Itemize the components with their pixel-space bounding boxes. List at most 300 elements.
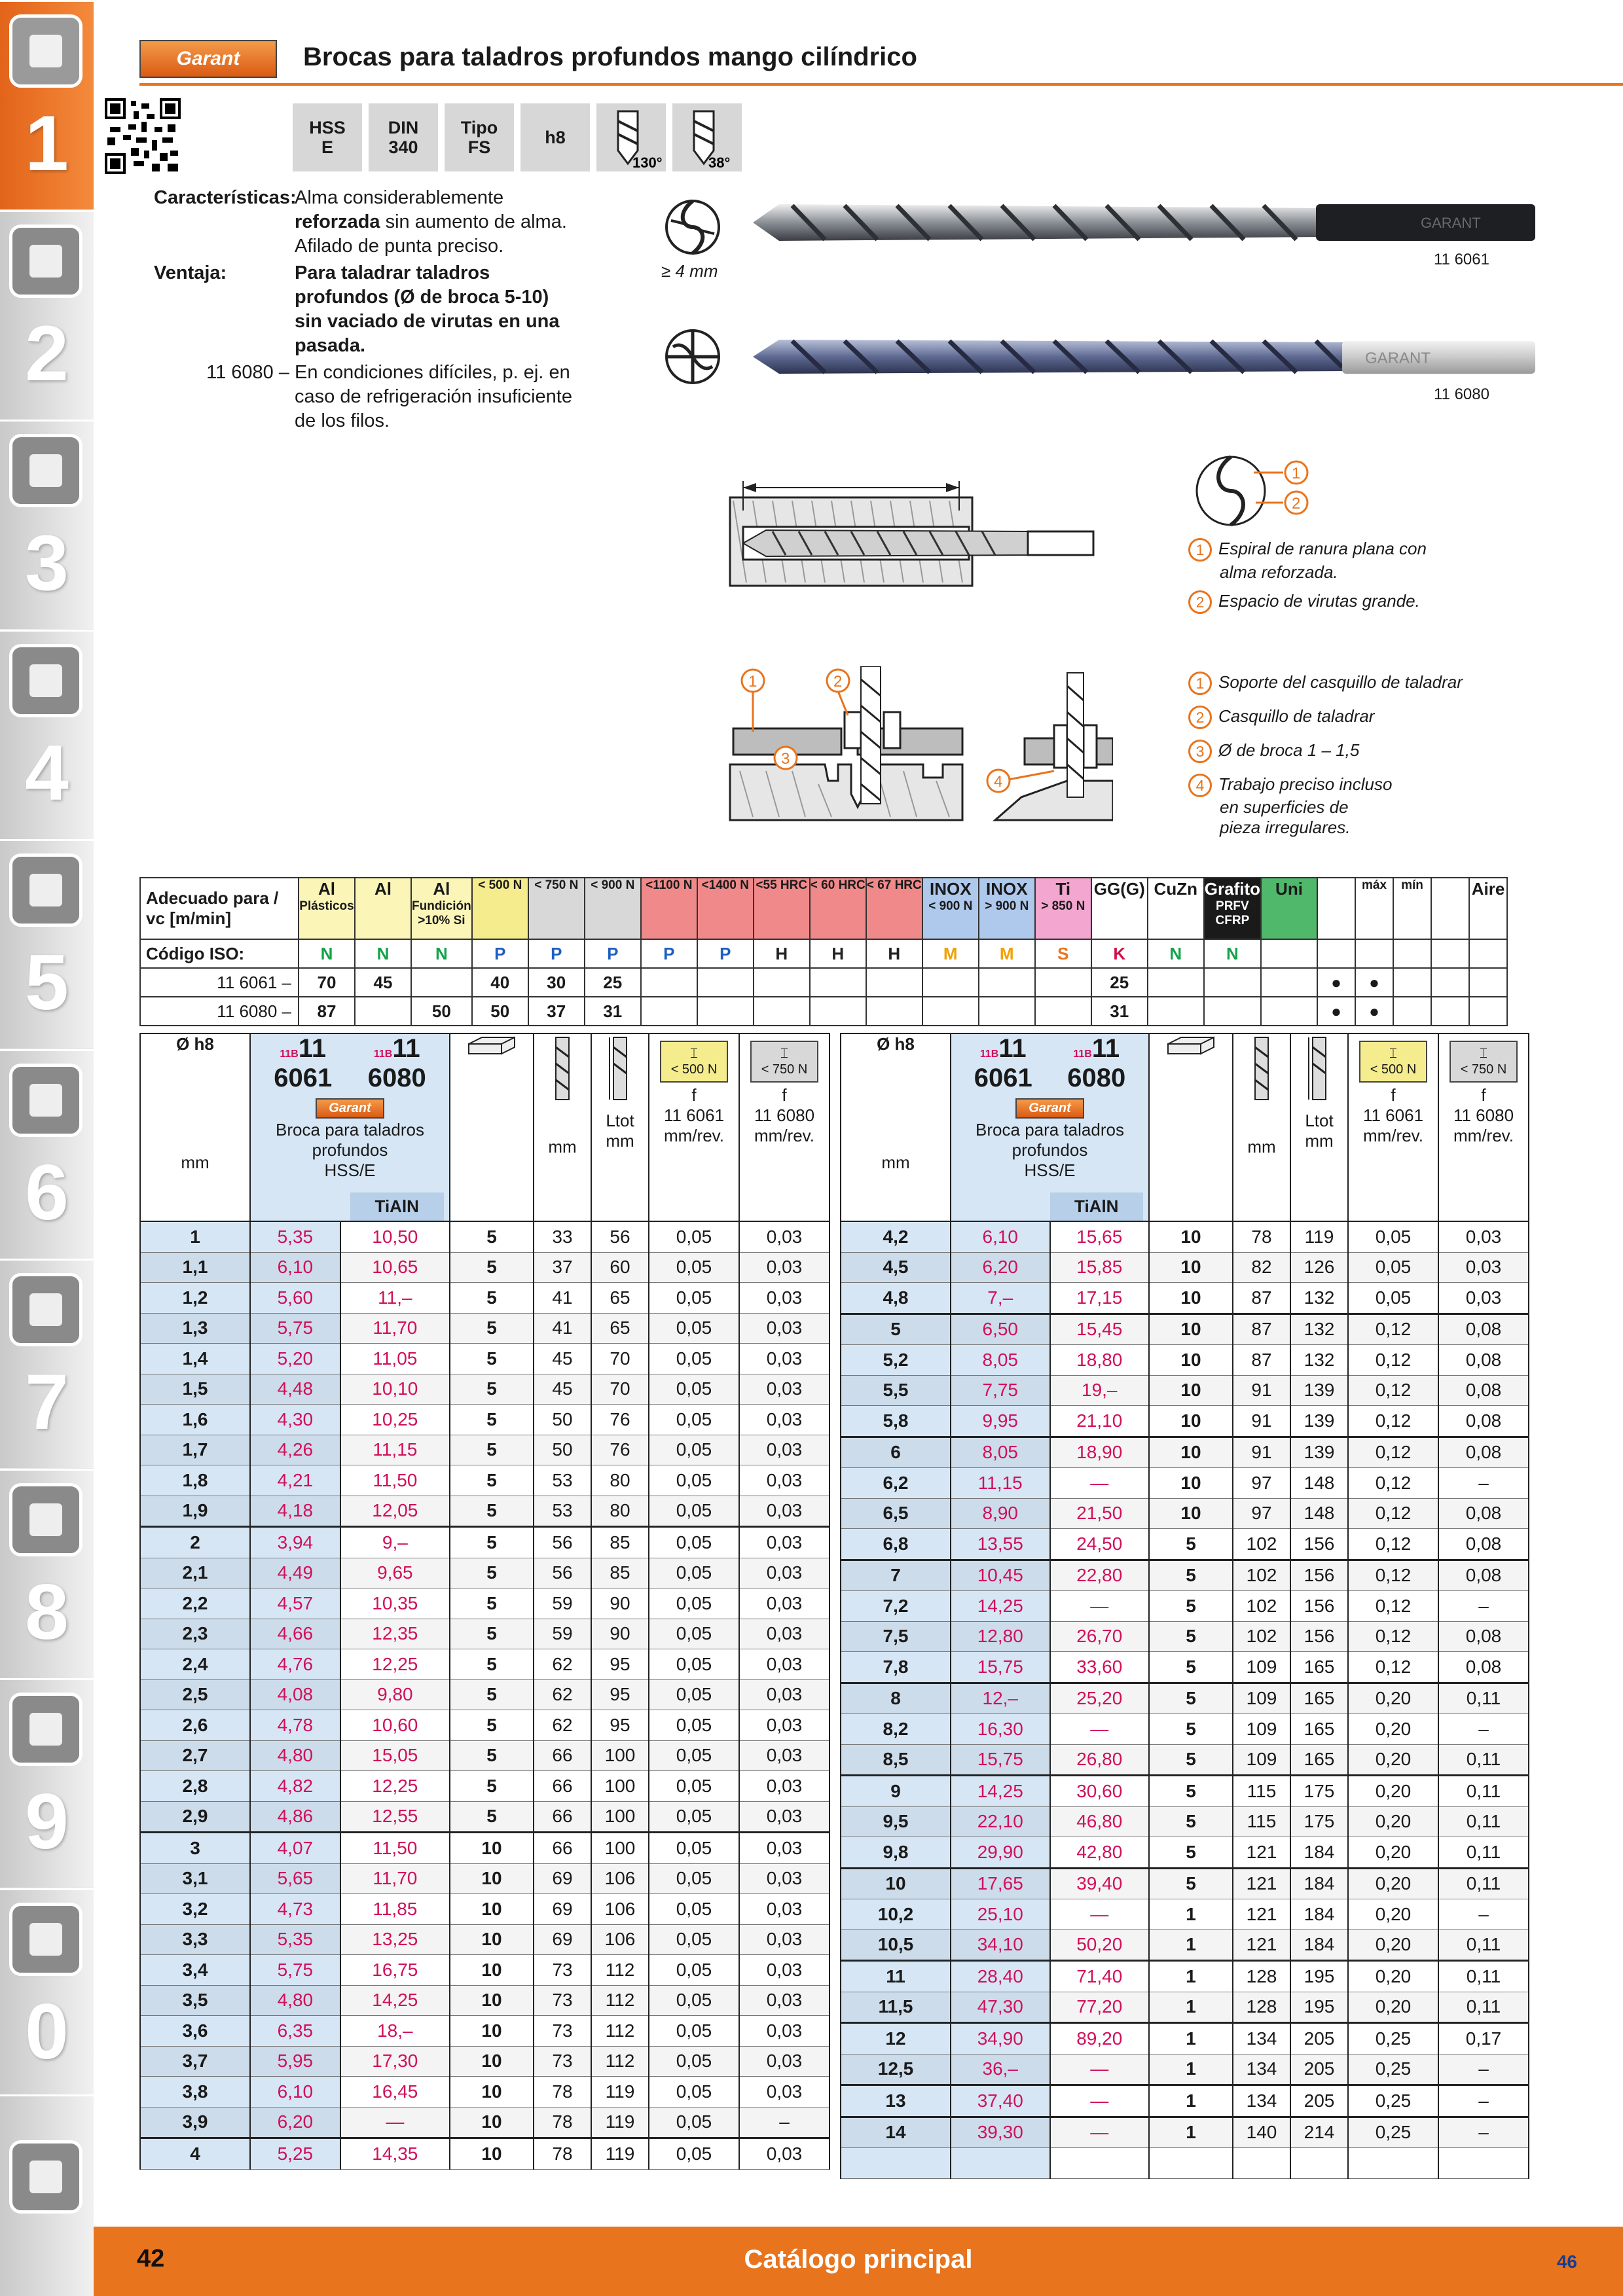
table-header-cell: Ø h8 mm	[841, 1033, 951, 1221]
table-cell: 6,20	[951, 1252, 1050, 1283]
chapter-number: 8	[25, 1568, 69, 1656]
iso-code: K	[1091, 939, 1148, 968]
table-cell: 3,6	[140, 2016, 250, 2047]
chapter-tab-9[interactable]	[0, 1678, 94, 1888]
table-cell: 121	[1233, 1837, 1290, 1869]
table-cell: 5	[1149, 1837, 1233, 1869]
table-cell: 0,20	[1348, 1992, 1438, 2023]
table-cell: 0,05	[1348, 1221, 1438, 1252]
workpiece-icon	[1165, 1034, 1217, 1060]
table-cell: 0,03	[739, 1435, 830, 1465]
table-cell: 0,03	[739, 1252, 830, 1283]
table-cell: 56	[534, 1558, 591, 1588]
table-cell: 148	[1290, 1498, 1348, 1529]
vc-value: 40	[472, 968, 528, 997]
page-header	[94, 36, 1623, 86]
table-cell: 17,15	[1050, 1283, 1150, 1314]
table-cell: 214	[1290, 2117, 1348, 2148]
row-label-6080: 11 6080 –	[140, 997, 299, 1026]
table-cell: 0,03	[1438, 1252, 1529, 1283]
table-cell: 3,1	[140, 1863, 250, 1894]
table-cell: 91	[1233, 1375, 1290, 1406]
chapter-tab-8[interactable]	[0, 1469, 94, 1678]
table-row	[841, 1437, 1529, 1468]
table-cell: 0,20	[1348, 1868, 1438, 1899]
table-row	[140, 2107, 830, 2138]
table-cell: 3,4	[140, 1955, 250, 1986]
table-cell: 4,26	[250, 1435, 340, 1465]
table-cell: 0,03	[739, 1496, 830, 1527]
table-cell: 0,08	[1438, 1652, 1529, 1683]
table-row	[140, 1801, 830, 1833]
table-row	[841, 1961, 1529, 1992]
table-cell: 91	[1233, 1406, 1290, 1437]
table-cell: 21,50	[1050, 1498, 1150, 1529]
table-cell: 184	[1290, 1868, 1348, 1899]
table-cell: 5	[450, 1435, 534, 1465]
table-cell	[951, 2148, 1050, 2179]
table-cell: 0,12	[1348, 1560, 1438, 1591]
table-cell: 205	[1290, 2054, 1348, 2085]
table-cell: 85	[591, 1527, 649, 1558]
table-row	[140, 1588, 830, 1619]
advantage-line-3: sin vaciado de virutas en una	[295, 311, 560, 332]
vc-value	[641, 997, 697, 1026]
table-cell: 14,25	[340, 1985, 450, 2016]
chapter-number: 4	[25, 728, 69, 817]
table-cell: 0,03	[739, 1558, 830, 1588]
shank-mark: GARANT	[1421, 215, 1481, 231]
table-cell: 14	[841, 2117, 951, 2148]
table-cell: 5	[450, 1221, 534, 1252]
vc-value	[810, 968, 866, 997]
vc-value: 50	[411, 997, 472, 1026]
table-cell: 66	[534, 1740, 591, 1771]
table-cell: —	[1050, 1591, 1150, 1622]
table-row	[140, 1465, 830, 1496]
table-cell: 3,8	[140, 2077, 250, 2108]
table-cell: 112	[591, 1985, 649, 2016]
table-cell: 66	[534, 1833, 591, 1864]
vc-value	[1148, 997, 1204, 1026]
table-cell: 70	[591, 1374, 649, 1405]
table-cell: 5	[450, 1496, 534, 1527]
table-cell: 0,05	[649, 1496, 739, 1527]
chapter-tab-5[interactable]	[0, 839, 94, 1049]
table-row	[841, 1591, 1529, 1622]
table-cell: 1	[140, 1221, 250, 1252]
table-cell: 5	[450, 1374, 534, 1405]
table-cell: 10	[450, 2107, 534, 2138]
table-cell: 5,35	[250, 1221, 340, 1252]
chapter-tab-4[interactable]	[0, 630, 94, 839]
table-cell: 10,25	[340, 1405, 450, 1435]
table-cell: 1	[1149, 1961, 1233, 1992]
table-cell: 66	[534, 1771, 591, 1802]
table-row	[841, 1683, 1529, 1714]
table-header-cell: mm	[1233, 1033, 1290, 1221]
table-cell: 0,20	[1348, 1714, 1438, 1745]
table-cell: 5	[1149, 1591, 1233, 1622]
table-cell: 11,50	[340, 1465, 450, 1496]
table-cell: 15,75	[951, 1744, 1050, 1776]
table-cell: 82	[1233, 1252, 1290, 1283]
vc-value: ●	[1317, 968, 1355, 997]
table-cell: 5	[450, 1283, 534, 1314]
vc-value	[1469, 997, 1507, 1026]
table-cell: 4,49	[250, 1558, 340, 1588]
vc-value	[697, 968, 754, 997]
table-cell: 184	[1290, 1899, 1348, 1930]
table-cell: 95	[591, 1679, 649, 1710]
table-cell: 65	[591, 1313, 649, 1344]
table-cell: 5	[1149, 1529, 1233, 1560]
table-cell: —	[340, 2107, 450, 2138]
table-cell: 0,20	[1348, 1806, 1438, 1837]
table-cell: 8,05	[951, 1345, 1050, 1376]
chapter-tab-0[interactable]	[0, 1888, 94, 2098]
material-col: Aire	[1469, 878, 1507, 939]
table-cell: 0,11	[1438, 1776, 1529, 1807]
table-cell: 0,05	[649, 1313, 739, 1344]
table-cell: 9,8	[841, 1837, 951, 1869]
table-cell: 126	[1290, 1252, 1348, 1283]
table-cell: 12,35	[340, 1619, 450, 1649]
table-cell: 2,9	[140, 1801, 250, 1833]
material-col: <55 HRC	[754, 878, 810, 939]
table-cell: 0,05	[649, 1283, 739, 1314]
table-cell: 1	[1149, 2054, 1233, 2085]
table-cell: 0,05	[649, 1465, 739, 1496]
table-cell	[1149, 2148, 1233, 2179]
table-cell: 3,94	[250, 1527, 340, 1558]
chapter-tab-7[interactable]	[0, 1259, 94, 1468]
iso-code: N	[299, 939, 355, 968]
callout-2-num: 2	[1292, 495, 1301, 512]
table-cell: 0,03	[739, 1344, 830, 1374]
table-cell: 5,60	[250, 1283, 340, 1314]
table-cell: 10,50	[340, 1221, 450, 1252]
table-cell: 100	[591, 1833, 649, 1864]
vc-value	[810, 997, 866, 1026]
chapter-tab-6[interactable]	[0, 1049, 94, 1259]
table-cell: 6,10	[951, 1221, 1050, 1252]
table-cell: 15,45	[1050, 1314, 1150, 1345]
table-cell: 0,05	[649, 1221, 739, 1252]
table-cell: 15,85	[1050, 1252, 1150, 1283]
table-cell: 1	[1149, 1929, 1233, 1961]
table-cell: 2,3	[140, 1619, 250, 1649]
table-cell: 10	[450, 1955, 534, 1986]
table-row	[841, 1406, 1529, 1437]
table-cell: 10	[1149, 1252, 1233, 1283]
table-cell: 7,2	[841, 1591, 951, 1622]
vc-value	[1204, 997, 1261, 1026]
chapter-tab-3[interactable]	[0, 420, 94, 629]
table-cell: 4,08	[250, 1679, 340, 1710]
table-cell: 109	[1233, 1744, 1290, 1776]
table-cell: 3,3	[140, 1924, 250, 1955]
table-cell: 0,12	[1348, 1314, 1438, 1345]
table-cell: 25,10	[951, 1899, 1050, 1930]
table-cell: 73	[534, 2016, 591, 2047]
table-cell: 0,03	[739, 1649, 830, 1680]
chapter-number: 7	[25, 1358, 69, 1446]
table-cell: 0,11	[1438, 1744, 1529, 1776]
page-number: 42	[137, 2245, 165, 2272]
table-cell: 76	[591, 1435, 649, 1465]
table-cell: 17,65	[951, 1868, 1050, 1899]
table-cell: 0,03	[739, 1771, 830, 1802]
table-cell: 0,05	[649, 1833, 739, 1864]
table-cell: 10,35	[340, 1588, 450, 1619]
vc-value	[1148, 968, 1204, 997]
table-cell: 10,2	[841, 1899, 951, 1930]
chapter-number: 5	[25, 939, 69, 1026]
table-cell: 5	[450, 1558, 534, 1588]
min-diameter-label: ≥ 4 mm	[661, 261, 718, 281]
table-row	[140, 1527, 830, 1558]
table-cell: 5	[1149, 1683, 1233, 1714]
table-row	[140, 2077, 830, 2108]
material-col: <1400 N	[697, 878, 754, 939]
table-cell: 10,65	[340, 1252, 450, 1283]
vc-value	[866, 968, 922, 997]
table-cell: 0,05	[649, 2107, 739, 2138]
table-cell: 165	[1290, 1744, 1348, 1776]
table-cell: 0,08	[1438, 1529, 1529, 1560]
table-cell: 65	[591, 1283, 649, 1314]
table-cell	[1290, 2148, 1348, 2179]
table-cell: 184	[1290, 1929, 1348, 1961]
table-cell: 0,03	[739, 1985, 830, 2016]
vc-value: 25	[1091, 968, 1148, 997]
caliper-icon	[9, 644, 82, 717]
table-cell: 69	[534, 1863, 591, 1894]
iso-code: H	[754, 939, 810, 968]
table-cell: 80	[591, 1465, 649, 1496]
table-cell: 41	[534, 1283, 591, 1314]
spec-badge	[596, 103, 666, 171]
vc-value: 45	[355, 968, 411, 997]
table-cell: 5	[450, 1619, 534, 1649]
qr-code-icon[interactable]	[105, 98, 181, 174]
iso-code: N	[411, 939, 472, 968]
vc-value	[1261, 968, 1317, 997]
table-cell: 76	[591, 1405, 649, 1435]
table-cell: 106	[591, 1863, 649, 1894]
table-cell: 140	[1233, 2117, 1290, 2148]
table-cell: 0,20	[1348, 1837, 1438, 1869]
callout-a3: 3	[781, 750, 790, 768]
table-cell: 0,12	[1348, 1345, 1438, 1376]
table-cell: 0,05	[649, 2016, 739, 2047]
vc-value: 30	[528, 968, 585, 997]
table-cell: 95	[591, 1649, 649, 1680]
table-cell: 0,03	[739, 1833, 830, 1864]
table-cell: –	[1438, 2085, 1529, 2117]
flute-length-icon	[1249, 1034, 1275, 1106]
table-cell: 205	[1290, 2023, 1348, 2054]
code-11-6080-label: 11 6080	[1434, 386, 1489, 403]
table-cell: 0,05	[1348, 1252, 1438, 1283]
table-cell: 10	[450, 2016, 534, 2047]
features-bold: reforzada	[295, 211, 380, 232]
table-cell: —	[1050, 2085, 1150, 2117]
table-cell: 5,75	[250, 1955, 340, 1986]
table-cell: 119	[1290, 1221, 1348, 1252]
table-cell: 0,03	[739, 1801, 830, 1833]
info-icon	[9, 2140, 82, 2214]
chapter-tab-2[interactable]	[0, 210, 94, 420]
table-cell: 139	[1290, 1406, 1348, 1437]
table-cell: 14,25	[951, 1776, 1050, 1807]
table-cell: 6,8	[841, 1529, 951, 1560]
table-cell: 100	[591, 1740, 649, 1771]
table-row	[140, 1435, 830, 1465]
iso-code	[1431, 939, 1469, 968]
table-cell: 5,5	[841, 1375, 951, 1406]
table-cell: 6,5	[841, 1498, 951, 1529]
table-cell: 0,03	[739, 1924, 830, 1955]
table-cell: 89,20	[1050, 2023, 1150, 2054]
table-cell: 19,–	[1050, 1375, 1150, 1406]
table-cell: 0,05	[649, 1435, 739, 1465]
table-cell: 12	[841, 2023, 951, 2054]
page-footer	[94, 2227, 1623, 2296]
table-cell: 0,03	[1438, 1221, 1529, 1252]
table-cell: 0,05	[649, 1405, 739, 1435]
table-cell: 73	[534, 1955, 591, 1986]
table-cell: 0,08	[1438, 1375, 1529, 1406]
table-cell: 195	[1290, 1961, 1348, 1992]
table-row	[140, 1405, 830, 1435]
svg-text:38°: 38°	[708, 154, 731, 170]
callout-1-num: 1	[1292, 465, 1301, 482]
table-cell: 78	[534, 2107, 591, 2138]
table-cell: 78	[1233, 1221, 1290, 1252]
iso-code: P	[585, 939, 641, 968]
table-cell: 132	[1290, 1345, 1348, 1376]
table-cell: 10	[1149, 1406, 1233, 1437]
table-cell: 184	[1290, 1837, 1348, 1869]
table-cell: 0,05	[649, 1649, 739, 1680]
callout-a4: 4	[994, 773, 1003, 791]
table-cell: 0,05	[649, 2138, 739, 2170]
table-cell: 0,05	[649, 1252, 739, 1283]
table-cell: 0,11	[1438, 1929, 1529, 1961]
table-cell: 12,–	[951, 1683, 1050, 1714]
chapter-tab-1[interactable]	[0, 0, 94, 209]
table-cell: 119	[591, 2138, 649, 2170]
table-cell: 0,05	[649, 1863, 739, 1894]
table-cell: 5	[450, 1771, 534, 1802]
table-cell: 17,30	[340, 2046, 450, 2077]
callout-a1: 1	[748, 673, 757, 691]
row-label-6061: 11 6061 –	[140, 968, 299, 997]
table-header-cell: Ltot mm	[1290, 1033, 1348, 1221]
table-cell: 11,70	[340, 1863, 450, 1894]
vc-value	[754, 997, 810, 1026]
table-cell: 71,40	[1050, 1961, 1150, 1992]
table-cell: 0,25	[1348, 2054, 1438, 2085]
table-cell: 0,05	[649, 1985, 739, 2016]
chapter-tab-i[interactable]	[0, 2094, 94, 2296]
table-cell: 1,5	[140, 1374, 250, 1405]
table-cell: 4,78	[250, 1710, 340, 1741]
table-cell: 109	[1233, 1652, 1290, 1683]
table-cell: 7,–	[951, 1283, 1050, 1314]
table-cell: 10,60	[340, 1710, 450, 1741]
iso-code: P	[472, 939, 528, 968]
iso-code: H	[810, 939, 866, 968]
iso-code	[1355, 939, 1393, 968]
table-cell: 4,73	[250, 1894, 340, 1925]
table-cell: 69	[534, 1924, 591, 1955]
advantage-line-1: Para taladrar taladros	[295, 262, 490, 283]
table-cell: 0,17	[1438, 2023, 1529, 2054]
vc-value: 87	[299, 997, 355, 1026]
table-cell: 119	[591, 2107, 649, 2138]
table-cell: —	[1050, 1714, 1150, 1745]
chapter-number: 2	[25, 309, 69, 397]
table-row	[140, 1740, 830, 1771]
table-cell: 5	[450, 1527, 534, 1558]
table-cell: 6,10	[250, 1252, 340, 1283]
table-cell: 0,11	[1438, 1992, 1529, 2023]
table-cell: 10	[1149, 1375, 1233, 1406]
table-cell: 0,05	[1348, 1283, 1438, 1314]
table-cell: 95	[591, 1710, 649, 1741]
table-header-cell: 11B11 6061 11B11 6080 Garant Broca para taladros profundos HSS/E TiAlN	[250, 1033, 450, 1221]
table-header-cell: ⌶ < 750 N f 11 6080 mm/rev.	[1438, 1033, 1529, 1221]
table-cell: 112	[591, 1955, 649, 1986]
table-cell: 0,05	[649, 2077, 739, 2108]
vc-value	[1035, 997, 1091, 1026]
table-row	[841, 2085, 1529, 2117]
table-cell: 29,90	[951, 1837, 1050, 1869]
table-cell: 56	[534, 1527, 591, 1558]
table-cell: 70	[591, 1344, 649, 1374]
table-cell: 139	[1290, 1437, 1348, 1468]
table-row	[140, 1374, 830, 1405]
table-cell: 4,18	[250, 1496, 340, 1527]
table-cell: 106	[591, 1924, 649, 1955]
table-cell: 14,35	[340, 2138, 450, 2170]
table-cell: 22,10	[951, 1806, 1050, 1837]
table-row	[841, 1899, 1529, 1930]
table-cell: 2,7	[140, 1740, 250, 1771]
table-cell: 11	[841, 1961, 951, 1992]
table-cell: 2,1	[140, 1558, 250, 1588]
point-angle-icon	[598, 105, 664, 170]
table-cell: –	[1438, 2117, 1529, 2148]
table-cell: 9,65	[340, 1558, 450, 1588]
table-cell: 4,48	[250, 1374, 340, 1405]
table-cell: 16,45	[340, 2077, 450, 2108]
table-cell: 1,7	[140, 1435, 250, 1465]
table-cell: 12,80	[951, 1621, 1050, 1652]
table-cell: 59	[534, 1619, 591, 1649]
table-cell: 5	[1149, 1744, 1233, 1776]
table-cell: 73	[534, 1985, 591, 2016]
table-cell: 0,11	[1438, 1961, 1529, 1992]
table-cell: 1	[1149, 2085, 1233, 2117]
material-col: máx	[1355, 878, 1393, 939]
table-cell: 87	[1233, 1314, 1290, 1345]
vc-value	[1204, 968, 1261, 997]
vc-value	[1393, 968, 1431, 997]
